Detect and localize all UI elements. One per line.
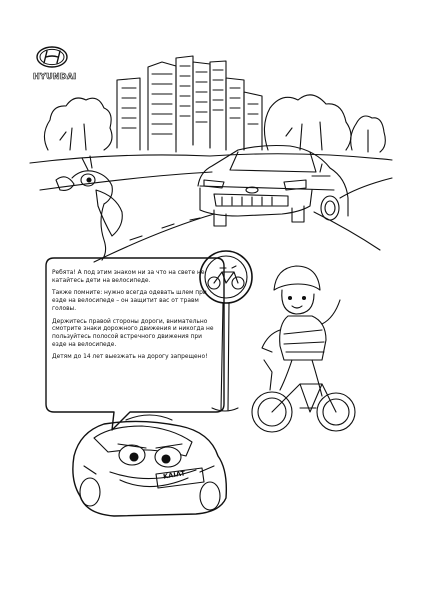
suv-car	[198, 146, 348, 227]
license-plate: KAIAT	[162, 469, 186, 481]
bubble-text	[52, 270, 217, 367]
child-on-bicycle	[252, 266, 355, 432]
trees	[44, 95, 385, 152]
toucan-bird	[56, 156, 122, 260]
bubble-paragraph-1: Ребята! А под этим знаком ни за что на свете не катайтесь дети на велосипеде.	[52, 270, 205, 284]
hyundai-logo-icon	[37, 47, 67, 67]
cartoon-car	[73, 415, 226, 516]
road	[30, 154, 392, 262]
bubble-paragraph-3: Держитесь правой стороны дороги, внимательно смотрите знаки дорожного движения и никогда не пользуйтесь полосой встречного движения при езде на велосипеде.	[52, 318, 214, 348]
bubble-paragraph-4: Детям до 14 лет выезжать на дорогу запрещено!	[52, 354, 208, 361]
bubble-paragraph-2: Также помните: нужно всегда одевать шлем при езде на велосипеде – он защитит вас от травм головы.	[52, 290, 207, 312]
hyundai-wordmark: HYUNDAI	[33, 72, 77, 81]
city-skyline	[117, 56, 262, 152]
